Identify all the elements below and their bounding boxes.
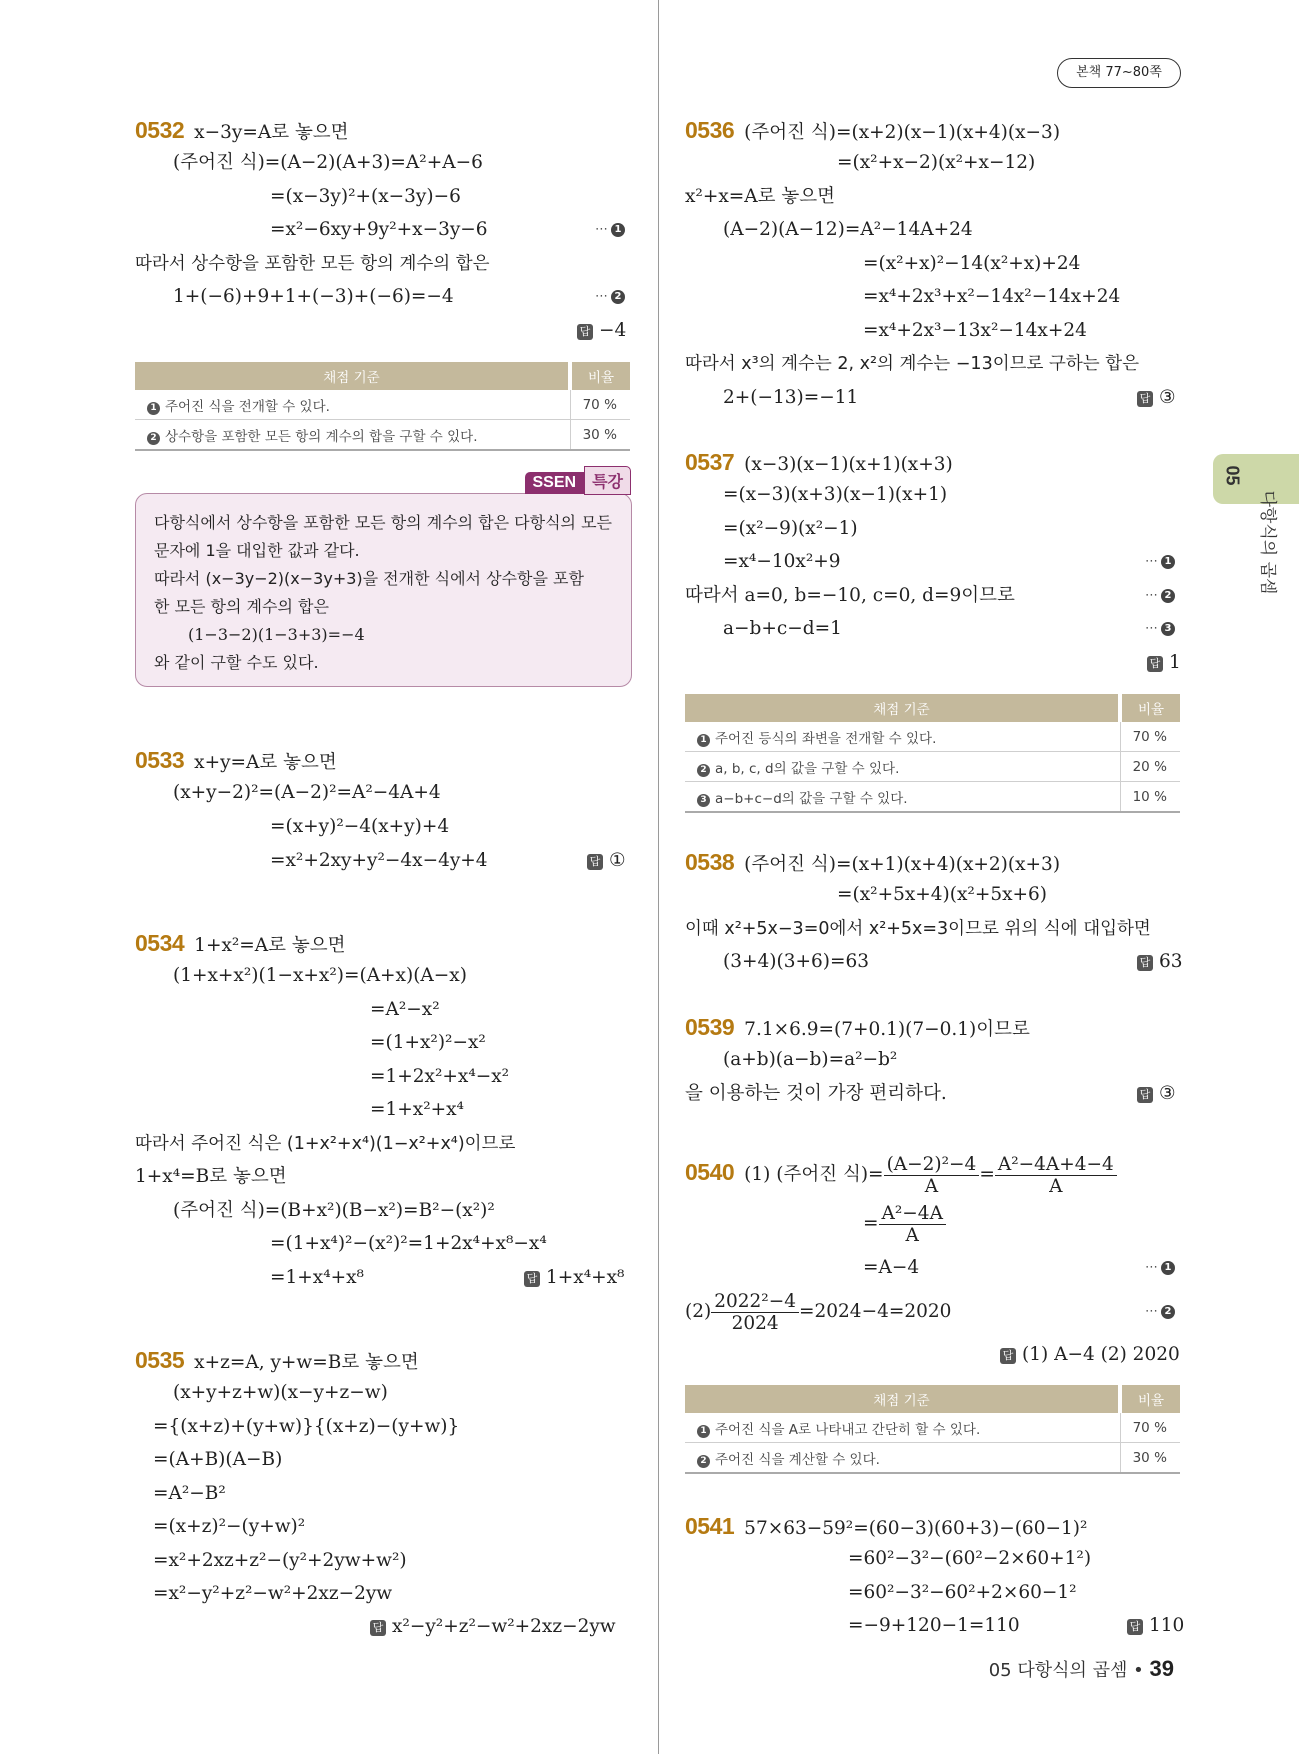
fraction: $\frac{\text{A²−4A}}{A}$: [879, 1203, 946, 1246]
ratio-header: 비율: [1120, 694, 1180, 722]
problem-0535-line1: 0535 x+z=A, y+w=B로 놓으면: [135, 1347, 419, 1373]
problem-0534-line7: 따라서 주어진 식은 (1+x²+x⁴)(1−x²+x⁴)이므로: [135, 1134, 516, 1154]
problem-0532-answer: 답 −4: [577, 319, 626, 343]
problem-0532-line4: =x²−6xy+9y²+x−3y−6: [270, 219, 488, 240]
problem-0536-line8: 따라서 x³의 계수는 2, x²의 계수는 −13이므로 구하는 합은: [685, 354, 1140, 374]
problem-number: 0541: [685, 1513, 735, 1539]
special-line3: 따라서 (x−3y−2)(x−3y+3)을 전개한 식에서 상수항을 포함: [154, 569, 584, 588]
special-line4: 한 모든 항의 계수의 합은: [154, 597, 329, 616]
step-marker-2: ⋯ 2: [1145, 1304, 1175, 1319]
special-line2: 문자에 1을 대입한 값과 같다.: [154, 541, 360, 560]
step-marker-1: ⋯ 1: [595, 222, 625, 237]
answer-icon: 답: [587, 854, 603, 870]
answer-icon: 답: [1147, 656, 1163, 672]
problem-0536-line3: x²+x=A로 놓으면: [685, 186, 836, 207]
problem-0533-line1: 0533 x+y=A로 놓으면: [135, 747, 337, 773]
answer-icon: 답: [1137, 391, 1153, 407]
answer-icon: 답: [1000, 1348, 1016, 1364]
problem-0532-line1: 0532 x−3y=A로 놓으면: [135, 117, 349, 143]
problem-0540-answer: 답 (1) A−4 (2) 2020: [1000, 1343, 1180, 1367]
ratio-header: 비율: [570, 362, 630, 390]
problem-0534-line3: =A²−x²: [370, 999, 440, 1020]
answer-icon: 답: [524, 1271, 540, 1287]
problem-0533-answer: 답 ①: [587, 849, 626, 873]
problem-0541-line1: 0541 57×63−59²=(60−3)(60+3)−(60−1)²: [685, 1513, 1088, 1539]
answer-icon: 답: [1137, 1087, 1153, 1103]
problem-0534-line2: (1+x+x²)(1−x+x²)=(A+x)(A−x): [173, 965, 467, 986]
problem-0532-line3: =(x−3y)²+(x−3y)−6: [270, 186, 461, 207]
problem-0541-line2: =60²−3²−(60²−2×60+1²): [848, 1548, 1092, 1569]
page-footer: 05 다항식의 곱셈 • 39: [988, 1656, 1174, 1681]
problem-0532-line5: 따라서 상수항을 포함한 모든 항의 계수의 합은: [135, 254, 490, 274]
problem-0534-line1: 0534 1+x²=A로 놓으면: [135, 930, 346, 956]
grading-row: 1 주어진 식을 A로 나타내고 간단히 할 수 있다. 70 %: [685, 1413, 1180, 1443]
problem-number: 0539: [685, 1014, 735, 1040]
problem-0537-answer: 답 1: [1147, 651, 1181, 675]
page-number: 39: [1149, 1656, 1174, 1681]
problem-0537-line6: a−b+c−d=1: [723, 618, 842, 639]
problem-0538-line4: (3+4)(3+6)=63: [723, 951, 869, 972]
grading-row: 2 상수항을 포함한 모든 항의 계수의 합을 구할 수 있다. 30 %: [135, 420, 630, 451]
problem-number: 0534: [135, 930, 185, 956]
problem-0540-line2: = $\frac{\text{A²−4A}}{A}$: [863, 1200, 946, 1248]
problem-number: 0537: [685, 449, 735, 475]
grading-row: 1 주어진 등식의 좌변을 전개할 수 있다. 70 %: [685, 722, 1180, 752]
problem-0534-line10: =(1+x⁴)²−(x²)²=1+2x⁴+x⁸−x⁴: [270, 1233, 547, 1254]
step-marker-2: ⋯ 2: [1145, 588, 1175, 603]
grading-table-3: [685, 1385, 1180, 1474]
problem-0536-line6: =x⁴+2x³+x²−14x²−14x+24: [863, 286, 1121, 307]
problem-0534-line6: =1+x²+x⁴: [370, 1099, 464, 1120]
grading-row: 3 a−b+c−d의 값을 구할 수 있다. 10 %: [685, 782, 1180, 813]
problem-0533-line4: =x²+2xy+y²−4x−4y+4: [270, 850, 488, 871]
problem-0540-line4: (2) $\frac{\text{2022²−4}}{2024}$ =2024−4=2020: [685, 1290, 952, 1334]
problem-0536-line1: 0536 (주어진 식)=(x+2)(x−1)(x+4)(x−3): [685, 117, 1061, 143]
special-lecture-box: [135, 474, 632, 687]
problem-0537-line2: =(x−3)(x+3)(x−1)(x+1): [723, 484, 948, 505]
problem-0537-line5: 따라서 a=0, b=−10, c=0, d=9이므로: [685, 585, 1015, 606]
problem-0535-line6: =(x+z)²−(y+w)²: [153, 1516, 306, 1537]
step-marker-2: ⋯ 2: [595, 289, 625, 304]
problem-0539-line1: 0539 7.1×6.9=(7+0.1)(7−0.1)이므로: [685, 1014, 1030, 1040]
problem-0536-line5: =(x²+x)²−14(x²+x)+24: [863, 253, 1081, 274]
problem-0537-line3: =(x²−9)(x²−1): [723, 518, 858, 539]
problem-0533-line2: (x+y−2)²=(A−2)²=A²−4A+4: [173, 782, 441, 803]
problem-0536-line7: =x⁴+2x³−13x²−14x+24: [863, 320, 1087, 341]
problem-0535-line2: (x+y+z+w)(x−y+z−w): [173, 1382, 388, 1403]
special-lecture-tag: SSEN 특강: [525, 466, 632, 492]
problem-number: 0533: [135, 747, 185, 773]
special-line5: (1−3−2)(1−3+3)=−4: [188, 625, 365, 644]
problem-0533-line3: =(x+y)²−4(x+y)+4: [270, 816, 450, 837]
problem-0535-answer: 답 x²−y²+z²−w²+2xz−2yw: [370, 1615, 616, 1639]
special-line1: 다항식에서 상수항을 포함한 모든 항의 계수의 합은 다항식의 모든: [154, 513, 613, 532]
problem-0539-line2: (a+b)(a−b)=a²−b²: [723, 1049, 898, 1070]
page-reference-badge: 본책 77~80쪽: [1057, 58, 1181, 88]
problem-number: 0538: [685, 849, 735, 875]
problem-0532-line2: (주어진 식)=(A−2)(A+3)=A²+A−6: [173, 152, 483, 173]
problem-0535-line7: =x²+2xz+z²−(y²+2yw+w²): [153, 1550, 407, 1571]
answer-icon: 답: [1127, 1619, 1143, 1635]
problem-0535-line4: =(A+B)(A−B): [153, 1449, 283, 1470]
problem-0534-line5: =1+2x²+x⁴−x²: [370, 1066, 510, 1087]
grading-row: 2 주어진 식을 계산할 수 있다. 30 %: [685, 1443, 1180, 1474]
problem-0535-line3: ={(x+z)+(y+w)}{(x+z)−(y+w)}: [153, 1416, 460, 1437]
problem-0538-answer: 답 63: [1137, 950, 1183, 974]
grading-row: 2 a, b, c, d의 값을 구할 수 있다. 20 %: [685, 752, 1180, 782]
fraction: $\frac{\text{(A−2)²−4}}{A}$: [884, 1154, 980, 1197]
special-line6: 와 같이 구할 수도 있다.: [154, 653, 319, 672]
problem-0538-line3: 이때 x²+5x−3=0에서 x²+5x=3이므로 위의 식에 대입하면: [685, 919, 1151, 939]
step-marker-1: ⋯ 1: [1145, 1260, 1175, 1275]
grading-table-2: [685, 694, 1180, 813]
problem-0540-line1: 0540 (1) (주어진 식)= $\frac{\text{(A−2)²−4}}{A}$ = $\frac{\text{A²−4A+4−4}}{A}$: [685, 1148, 1117, 1199]
grading-header: 채점 기준: [685, 1385, 1120, 1413]
grading-header: 채점 기준: [685, 694, 1120, 722]
problem-0540-line3: =A−4: [863, 1257, 920, 1278]
problem-0536-answer: 답 ③: [1137, 386, 1176, 410]
problem-0536-line4: (A−2)(A−12)=A²−14A+24: [723, 219, 973, 240]
chapter-number: 05: [1222, 465, 1243, 486]
problem-0532-line6: 1+(−6)+9+1+(−3)+(−6)=−4: [173, 286, 454, 307]
problem-0534-line8: 1+x⁴=B로 놓으면: [135, 1166, 287, 1187]
problem-0537-line4: =x⁴−10x²+9: [723, 551, 841, 572]
problem-0539-line3: 을 이용하는 것이 가장 편리하다.: [685, 1083, 947, 1104]
problem-number: 0536: [685, 117, 735, 143]
problem-0534-answer: 답 1+x⁴+x⁸: [524, 1266, 624, 1290]
step-marker-3: ⋯ 3: [1145, 621, 1175, 636]
answer-icon: 답: [577, 324, 593, 340]
answer-icon: 답: [370, 1620, 386, 1636]
problem-0534-line9: (주어진 식)=(B+x²)(B−x²)=B²−(x²)²: [173, 1200, 495, 1221]
problem-0536-line2: =(x²+x−2)(x²+x−12): [837, 152, 1036, 173]
problem-0541-answer: 답 110: [1127, 1614, 1184, 1638]
grading-table-1: [135, 362, 630, 451]
problem-0537-line1: 0537 (x−3)(x−1)(x+1)(x+3): [685, 449, 953, 475]
problem-0541-line4: =−9+120−1=110: [848, 1615, 1020, 1636]
problem-0539-answer: 답 ③: [1137, 1082, 1176, 1106]
problem-number: 0535: [135, 1347, 185, 1373]
problem-number: 0540: [685, 1159, 735, 1185]
fraction: $\frac{\text{2022²−4}}{2024}$: [711, 1291, 799, 1334]
problem-0534-line4: =(1+x²)²−x²: [370, 1032, 486, 1053]
ratio-header: 비율: [1120, 1385, 1180, 1413]
problem-0534-line11: =1+x⁴+x⁸: [270, 1267, 364, 1288]
answer-icon: 답: [1137, 955, 1153, 971]
chapter-title: 다항식의 곱셈: [1257, 490, 1278, 595]
problem-0541-line3: =60²−3²−60²+2×60−1²: [848, 1582, 1077, 1603]
problem-0535-line5: =A²−B²: [153, 1483, 226, 1504]
step-marker-1: ⋯ 1: [1145, 554, 1175, 569]
problem-0536-line9: 2+(−13)=−11: [723, 387, 859, 408]
fraction: $\frac{\text{A²−4A+4−4}}{A}$: [995, 1154, 1117, 1197]
column-divider: [658, 0, 659, 1754]
problem-0538-line2: =(x²+5x+4)(x²+5x+6): [837, 884, 1048, 905]
grading-header: 채점 기준: [135, 362, 570, 390]
grading-row: 1 주어진 식을 전개할 수 있다. 70 %: [135, 390, 630, 420]
problem-number: 0532: [135, 117, 185, 143]
problem-0535-line8: =x²−y²+z²−w²+2xz−2yw: [153, 1583, 393, 1604]
problem-0538-line1: 0538 (주어진 식)=(x+1)(x+4)(x+2)(x+3): [685, 849, 1061, 875]
